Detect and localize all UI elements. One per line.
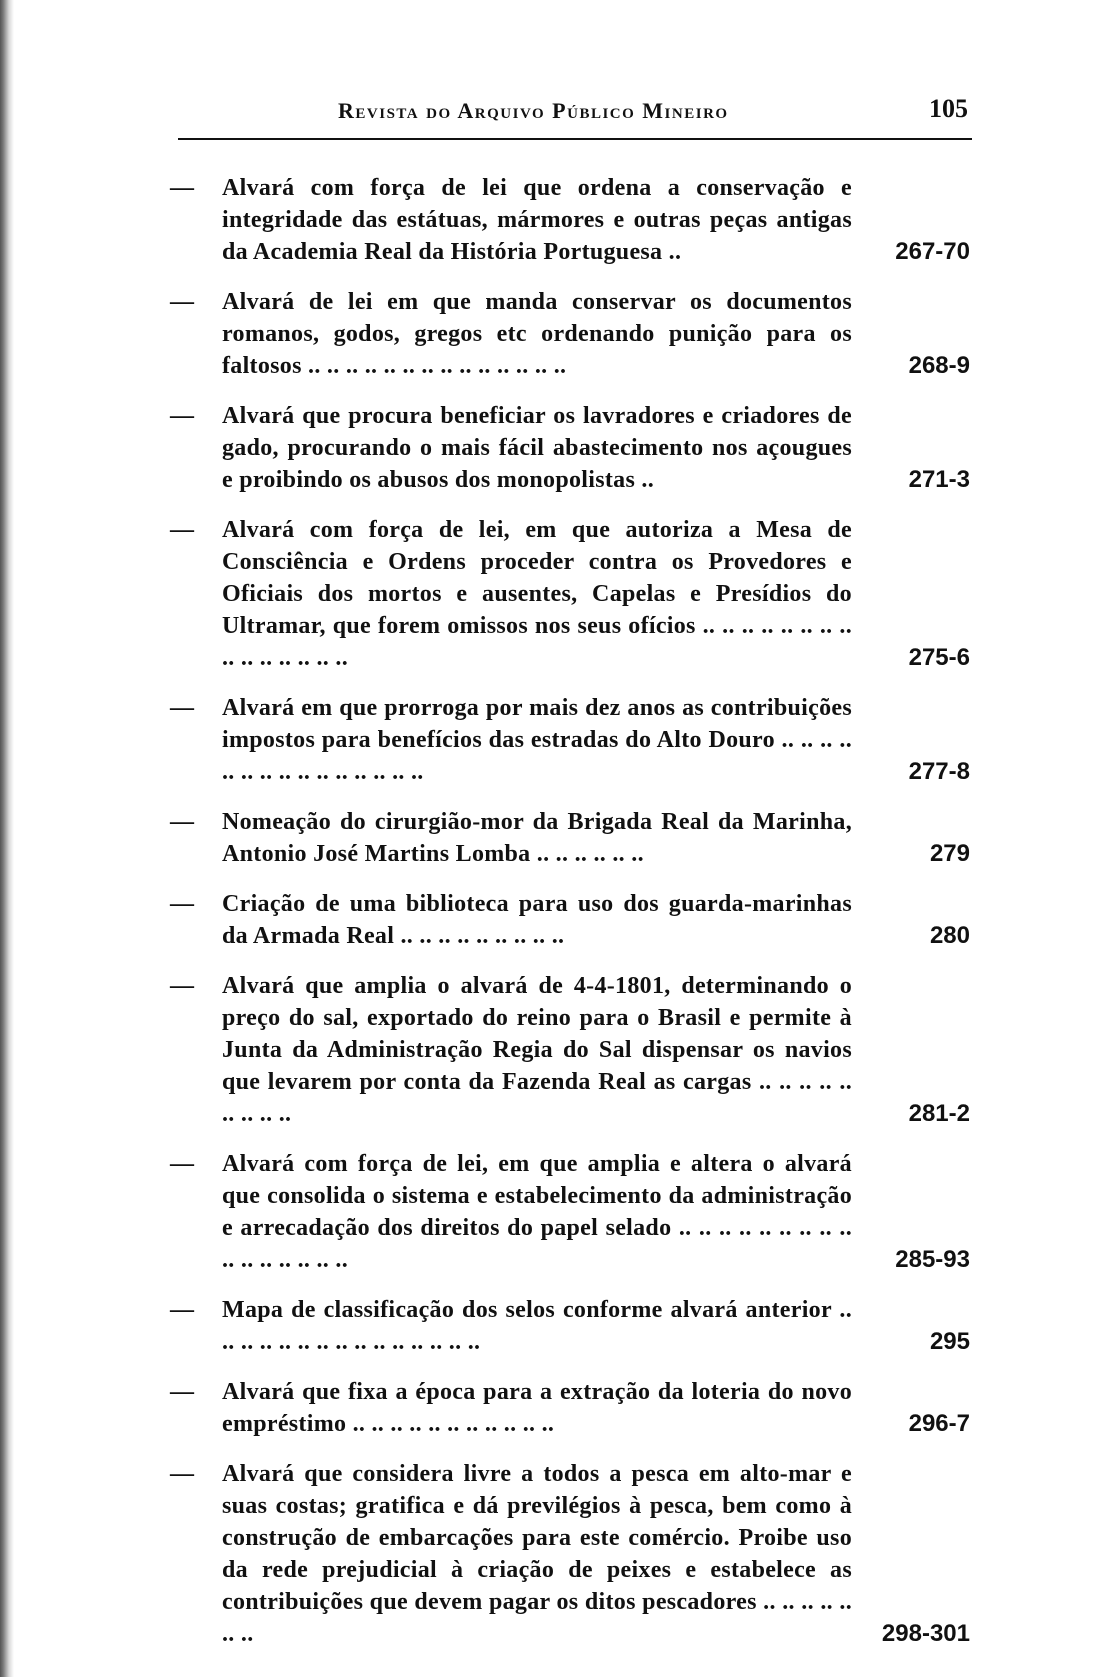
entry-text: Alvará com força de lei que ordena a conservação e integridade das estátuas, mármores e outras peças antigas da Academia Real da História Portuguesa .. [222, 175, 852, 265]
entry-pages: 268-9 [908, 352, 970, 379]
entry-pages: 271-3 [908, 466, 970, 493]
entry-pages: 295 [929, 1328, 970, 1355]
document-entry [170, 806, 970, 870]
entry-text: Alvará de lei em que manda conservar os documentos romanos, godos, gregos etc ordenando punição para os faltosos .. .. .. .. .. .. .. .. .. .. .. .. .. .. [222, 289, 852, 379]
entry-pages: 285-93 [895, 1246, 970, 1273]
binding-edge [0, 0, 14, 1677]
entry-text: Mapa de classificação dos selos conforme alvará anterior .. .. .. .. .. .. .. .. .. .. .. .. .. .. .. [222, 1297, 852, 1355]
entry-dash: — [170, 1151, 194, 1177]
entry-pages: 277-8 [908, 758, 970, 785]
entry-pages: 280 [929, 922, 970, 949]
document-entry [170, 286, 970, 382]
entry-pages: 275-6 [908, 644, 970, 671]
entry-dash: — [170, 517, 194, 543]
entry-dash: — [170, 1297, 194, 1323]
entry-dash: — [170, 695, 194, 721]
entry-text: Alvará que considera livre a todos a pesca em alto-mar e suas costas; gratifica e dá previlégios à pesca, bem como à construção de embarcações para este comércio. Proibe uso da rede prejudicial à criação de peixes e estabelece as contribuições que devem pagar os ditos pescadores .. .. .. .. .. .. .. [222, 1461, 852, 1647]
document-entry [170, 172, 970, 268]
entry-dash: — [170, 1379, 194, 1405]
entry-dash: — [170, 809, 194, 835]
entry-text: Nomeação do cirurgião-mor da Brigada Real da Marinha, Antonio José Martins Lomba .. .. .. .. .. .. [222, 809, 852, 867]
entry-text: Alvará que fixa a época para a extração da loteria do novo empréstimo .. .. .. .. .. .. .. .. .. .. .. [222, 1379, 852, 1437]
entry-pages: 281-2 [908, 1100, 970, 1127]
page-number: 105 [929, 94, 968, 123]
entry-pages: 267-70 [895, 238, 970, 265]
page-header [178, 88, 972, 140]
document-entry [170, 400, 970, 496]
entry-dash: — [170, 1461, 194, 1487]
entry-text: Alvará em que prorroga por mais dez anos as contribuições impostos para benefícios das estradas do Alto Douro .. .. .. .. .. .. .. .. .. .. .. .. .. .. .. [222, 695, 852, 785]
entry-pages: 298-301 [881, 1620, 970, 1647]
entry-dash: — [170, 289, 194, 315]
document-entries [170, 172, 970, 1668]
document-entry [170, 888, 970, 952]
document-entry [170, 1148, 970, 1276]
document-entry [170, 1376, 970, 1440]
entry-text: Alvará com força de lei, em que autoriza a Mesa de Consciência e Ordens proceder contra os Provedores e Oficiais dos mortos e ausentes, Capelas e Presídios do Ultramar, que forem omissos nos seus ofícios .. .. .. .. .. .. .. .. .. .. .. .. .. .. .. [222, 517, 852, 671]
entry-dash: — [170, 403, 194, 429]
document-entry [170, 1458, 970, 1650]
entry-dash: — [170, 973, 194, 999]
entry-dash: — [170, 891, 194, 917]
entry-text: Criação de uma biblioteca para uso dos guarda-marinhas da Armada Real .. .. .. .. .. .. .. .. .. [222, 891, 852, 949]
entry-text: Alvará que amplia o alvará de 4-4-1801, determinando o preço do sal, exportado do reino para o Brasil e permite à Junta da Administração Regia do Sal dispensar os navios que levarem por conta da Fazenda Real as cargas .. .. .. .. .. .. .. .. .. [222, 973, 852, 1127]
document-entry [170, 1294, 970, 1358]
entry-text: Alvará que procura beneficiar os lavradores e criadores de gado, procurando o mais fácil abastecimento nos açougues e proibindo os abusos dos monopolistas .. [222, 403, 852, 493]
document-entry [170, 970, 970, 1130]
document-entry [170, 514, 970, 674]
entry-text: Alvará com força de lei, em que amplia e altera o alvará que consolida o sistema e estabelecimento da administração e arrecadação dos direitos do papel selado .. .. .. .. .. .. .. .. .. .. .. .. .. .. .. .. [222, 1151, 852, 1273]
entry-pages: 296-7 [908, 1410, 970, 1437]
entry-pages: 279 [929, 840, 970, 867]
document-entry [170, 692, 970, 788]
running-title: Revista do Arquivo Público Mineiro [338, 98, 729, 123]
entry-dash: — [170, 175, 194, 201]
